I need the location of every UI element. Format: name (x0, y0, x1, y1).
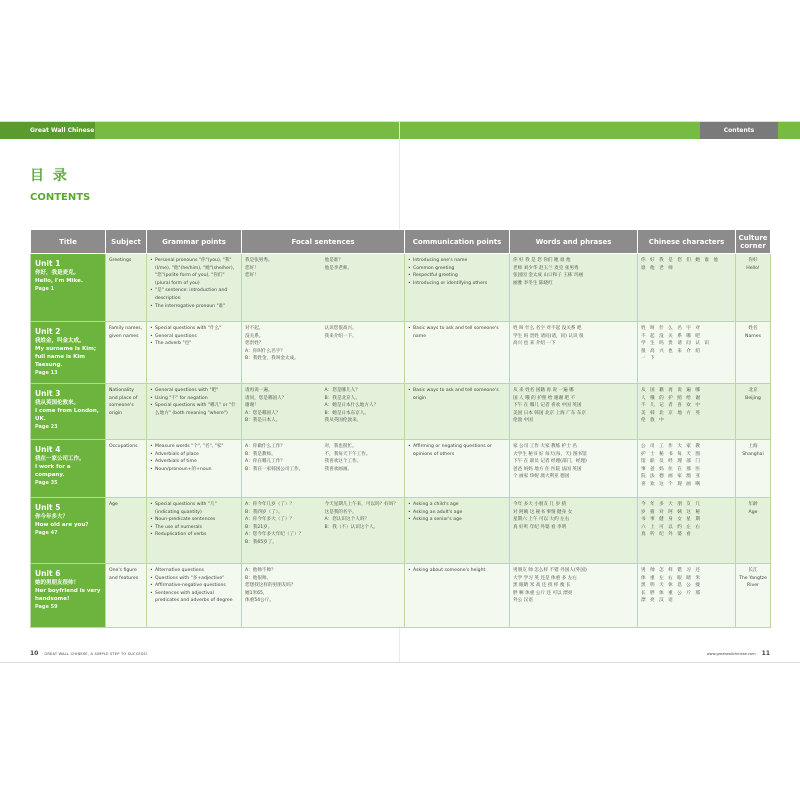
grammar-item: • Special questions with "哪儿" or "什么地方" (both meaning "where") (150, 402, 238, 417)
communication-cell (405, 254, 510, 322)
culture-cell: 北京 Beijing (736, 384, 771, 440)
subject-cell: Nationality and place of someone's origin (106, 384, 147, 440)
col-focal: Focal sentences (242, 230, 405, 254)
grammar-item: • Measure words "个", "名", "家" (150, 443, 238, 451)
grammar-item: • Alternative questions (150, 567, 238, 575)
col-culture: Culture corner (736, 230, 771, 254)
characters-cell: 从 国 籍 再 说 遍 哪 人 哦 的 护 照 给 谢 不 儿 记 者 喜 欢 中 美 韩 北 京 地 方 英 伦 敦 中 (638, 384, 736, 440)
unit-page-link[interactable]: Page 35 (35, 480, 58, 486)
table-row (31, 254, 771, 322)
grammar-item: • Questions with "多+adjective" (150, 575, 238, 583)
comm-item: • Common greeting (408, 265, 506, 273)
focal-cell (242, 498, 405, 564)
culture-cell: 你好 Hello! (736, 254, 771, 322)
focal-sentences-b (325, 567, 402, 605)
comm-item: • Basic ways to ask and tell someone's origin (408, 387, 506, 402)
grammar-item: • The interrogative pronoun "谁" (150, 303, 238, 311)
focal-cell (242, 322, 405, 384)
table-row (31, 498, 771, 564)
comm-item: • Basic ways to ask and tell someone's name (408, 325, 506, 340)
header-right-label: Contents (700, 122, 778, 139)
comm-item: • Respectful greeting (408, 272, 506, 280)
culture-cell: 年龄 Age (736, 498, 771, 564)
comm-item: • Asking an adult's age (408, 509, 506, 517)
table-row (31, 322, 771, 384)
page-title-english: CONTENTS (30, 192, 91, 203)
unit-title-chinese: 我姓金，叫金太成。 (35, 338, 85, 344)
focal-cell (242, 384, 405, 440)
communication-cell (405, 384, 510, 440)
comm-item: • Asking a senior's age (408, 516, 506, 524)
grammar-item: • Personal pronouns "你"(you), "我"(I/me), "他"(he/him), "她"(she/her), "您"(polite form of you), "你们"(plural form of you) (150, 257, 238, 287)
unit-number: Unit 5 (35, 503, 61, 512)
grammar-item: • Adverbials of place (150, 451, 238, 459)
page-number-left: 10 (30, 650, 39, 657)
grammar-item: • The use of numerals (150, 524, 238, 532)
grammar-cell (147, 564, 242, 628)
unit-page-link[interactable]: Page 13 (35, 370, 58, 376)
unit-page-link[interactable]: Page 59 (35, 604, 58, 610)
unit-title-cell[interactable] (31, 440, 106, 498)
unit-title-cell[interactable] (31, 254, 106, 322)
comm-item: • Asking a child's age (408, 501, 506, 509)
footer-right (707, 650, 770, 657)
words-cell: 你 好 我 是 您 你们 她 谁 他 老师 刘少华 赵玉兰 麦克 张男秀 张园园 金太成 山口和子 王栋 玛丽 丽雅 李冬生 陈晓红 (510, 254, 638, 322)
grammar-item: • Adverbials of time (150, 458, 238, 466)
unit-page-link[interactable]: Page 47 (35, 530, 58, 536)
unit-title-chinese: 我从英国伦敦来。 (35, 400, 80, 406)
characters-cell: 男 帅 怎 样 错 习 还 体 重 左 右 眼 睛 米 黑 明 天 休 息 公 瘦 长 胖 体 重 公 斤 那 漂 亮 汉 语 (638, 564, 736, 628)
communication-cell (405, 322, 510, 384)
grammar-item: • Noun-predicate sentences (150, 516, 238, 524)
focal-sentences-b: 对，我也很忙。 不，我每天下午工作。 我喜欢这个工作。 我喜欢画画。 (324, 444, 371, 472)
focal-sentences-a: 我是张男秀。 您好！ 您好！ (245, 258, 273, 279)
header-bar (0, 122, 800, 139)
comm-item: • Affirming or negating questions or opinions of others (408, 443, 506, 458)
unit-title-english: Her boyfriend is very handsome! (35, 588, 101, 602)
grammar-item: • Special questions with "什么" (150, 325, 238, 333)
words-cell: 从 来 姓名 国籍 再 说 一遍 哪 国 人 哦 的 护照 给 谢谢 吧 不 下午 在 哪儿 记者 喜欢 中国 英国 美国 日本 韩国 北京 上海 广东 东京 伦敦 中国 (510, 384, 638, 440)
culture-cell: 姓名 Names (736, 322, 771, 384)
characters-cell: 今 年 多 大 朋 友 几 岁 猜 对 阿 姨 这 秘 书 事 健 身 女 星 期 六 上 可 以 约 左 右 真 听 纪 外 婆 看 (638, 498, 736, 564)
unit-title-english: I come from London, UK. (35, 408, 99, 422)
header-left-label: Great Wall Chinese (0, 122, 95, 139)
col-words: Words and phrases (510, 230, 638, 254)
footer-left (30, 650, 148, 657)
grammar-item: • General questions with "吧" (150, 387, 238, 395)
unit-title-english: My surname is Kim; full name is Kim Taesung. (35, 346, 97, 368)
focal-cell (242, 564, 405, 628)
unit-title-chinese: 我在一家公司工作。 (35, 456, 85, 462)
focal-sentences-a: A：你今年几岁（了）？ B：我四岁（了）。 A：你今年多大（了）？ B：我21岁。 A：您今年多大年纪（了）？ B：我65岁了。 (245, 502, 304, 545)
subject-cell: Age (106, 498, 147, 564)
table-header-row (31, 230, 771, 254)
subject-cell: Occupations (106, 440, 147, 498)
subject-cell: Family names, given names (106, 322, 147, 384)
table-row (31, 384, 771, 440)
unit-number: Unit 1 (35, 259, 61, 268)
grammar-item: • "是" sentence: introduction and description (150, 287, 238, 302)
unit-page-link[interactable]: Page 23 (35, 424, 58, 430)
unit-title-english: How old are you? (35, 522, 89, 528)
col-characters: Chinese characters (638, 230, 736, 254)
communication-cell (405, 498, 510, 564)
col-communication: Communication points (405, 230, 510, 254)
col-title: Title (31, 230, 106, 254)
grammar-item: • Affirmative-negative questions (150, 582, 238, 590)
page-number-right: 11 (761, 650, 770, 657)
focal-sentences-a: A：你做什么工作？ B：我是教师。 A：你在哪儿工作？ B：我在一家韩国公司工作。 (245, 444, 304, 472)
unit-title-english: I work for a company. (35, 464, 71, 478)
page-title-chinese: 目 录 (30, 168, 69, 184)
grammar-cell (147, 498, 242, 564)
unit-title-chinese: 你今年多大？ (35, 514, 69, 520)
grammar-cell (147, 254, 242, 322)
culture-cell: 上海 Shanghai (736, 440, 771, 498)
book-spread (0, 121, 800, 663)
focal-sentences-a: 请再说一遍。 请问，您是哪国人？ 谢谢！ A：您是哪国人？ B：我是日本人。 (245, 388, 287, 424)
focal-sentences-b: 认识您很高兴。 我来介绍一下。 (324, 326, 357, 339)
contents-table (30, 229, 771, 628)
words-cell: 今年 多大 小朋友 几 岁 猜 对 阿姨 这 秘书 事情 健身 女 星期六 上午 可以 大约 左右 真 好听 年纪 外婆 看 李明 (510, 498, 638, 564)
unit-title-english: Hello, I'm Mike. (35, 278, 83, 284)
grammar-item: • Reduplication of verbs (150, 531, 238, 539)
focal-sentences-b: A：您是哪儿人？ B：我是北京人。 A：她是日本什么地方人？ B：她是日本东京人。 我从英国伦敦来。 (324, 388, 379, 424)
unit-title-cell[interactable] (31, 384, 106, 440)
unit-number: Unit 6 (35, 569, 61, 578)
unit-number: Unit 4 (35, 445, 61, 454)
subject-cell: Greetings (106, 254, 147, 322)
focal-cell (242, 254, 405, 322)
unit-title-cell[interactable] (31, 322, 106, 384)
footer-slogan: GREAT WALL CHINESE, A SIMPLE STEP TO SUCCESS! (44, 652, 148, 656)
col-subject: Subject (106, 230, 147, 254)
communication-cell (405, 564, 510, 628)
focal-sentences-b: 今天星期几上午来，可以吗？好吗？ 这是我的名字。 A：您认识这个人吗？ B：我（不）认识这个人。 (324, 502, 399, 530)
comm-item: • Introducing or identifying others (408, 280, 506, 288)
unit-title-cell[interactable] (31, 498, 106, 564)
unit-title-chinese: 她的男朋友很帅！ (35, 580, 80, 586)
table-row (31, 564, 771, 628)
unit-title-chinese: 你好，我是麦克。 (35, 270, 80, 276)
focal-sentences-a: A：他帅不帅？ B：他很帅。 您想找这样的男朋友吗？ 她1米65， 体重54公斤。 (245, 568, 296, 604)
grammar-cell (147, 322, 242, 384)
table-row (31, 440, 771, 498)
unit-title-cell[interactable] (31, 564, 106, 628)
words-cell: 姓 叫 什么 名字 对不起 没关系 吧 学生 吗 贵姓 请问(请，问) 认识 很 高兴 也 来 介绍 一下 (510, 322, 638, 384)
culture-cell: 长江 The Yangtze River (736, 564, 771, 628)
unit-number: Unit 2 (35, 327, 61, 336)
subject-cell: One's figure and features (106, 564, 147, 628)
unit-page-link[interactable]: Page 1 (35, 286, 55, 292)
grammar-item: • General questions (150, 333, 238, 341)
col-grammar: Grammar points (147, 230, 242, 254)
comm-item: • Asking about someone's height (408, 567, 506, 575)
grammar-item: • Noun/pronoun+的+noun (150, 466, 238, 474)
characters-cell: 你 好 我 是 您 们 她 谁 他 谁 他 老 师 (638, 254, 736, 322)
grammar-item: • Special questions with "几" (indicating quantity) (150, 501, 238, 516)
comm-item: • Introducing one's name (408, 257, 506, 265)
grammar-cell (147, 440, 242, 498)
words-cell: 男朋友 帅 怎么样 不错 外国人(外国) 大学 学习 英 还是 体重 多 左右 黑 眼睛 米 高 还 找 样 瘦 长 胖 啊 体重 公斤 还 可以 漂亮 外公 汉语 (510, 564, 638, 628)
grammar-item: • Using "不" for negation (150, 395, 238, 403)
focal-sentences-b: 他是谁？ 他是李老师。 (324, 258, 353, 271)
grammar-item: • Sentences with adjectival predicates and adverbs of degree (150, 590, 238, 605)
focal-sentences-a: 对不起。 没关系。 您贵姓？ A：你叫什么名字？ B：我姓金，我叫金太成。 (245, 326, 299, 362)
characters-cell: 姓 叫 什 么 名 字 对 不 起 没 关 系 哪 吧 学 生 吗 贵 请 问 认 识 很 高 兴 也 来 介 绍 一 下 (638, 322, 736, 384)
words-cell: 家 公司 工作 大家 教练 护士 名 大学生 秘书 好 每天(每，天) 图书馆 下午 在 职员 记者 经理(部门，经理) 爸爸 妈妈 地方 住 医院 法国 英国 个 画家 珍妮 澳大利亚 德国 (510, 440, 638, 498)
unit-number: Unit 3 (35, 389, 61, 398)
footer-url: www.greatwallchinese.com (706, 652, 756, 656)
communication-cell (405, 440, 510, 498)
grammar-cell (147, 384, 242, 440)
characters-cell: 公 司 工 作 大 家 教 护 士 秘 书 每 天 图 馆 职 员 经 理 部 门 事 爸 妈 住 在 那 医 院 法 德 画 家 澳 亚 喜 欢 这 个 现 画 啊 (638, 440, 736, 498)
focal-cell (242, 440, 405, 498)
grammar-item: • The adverb "也" (150, 340, 238, 348)
